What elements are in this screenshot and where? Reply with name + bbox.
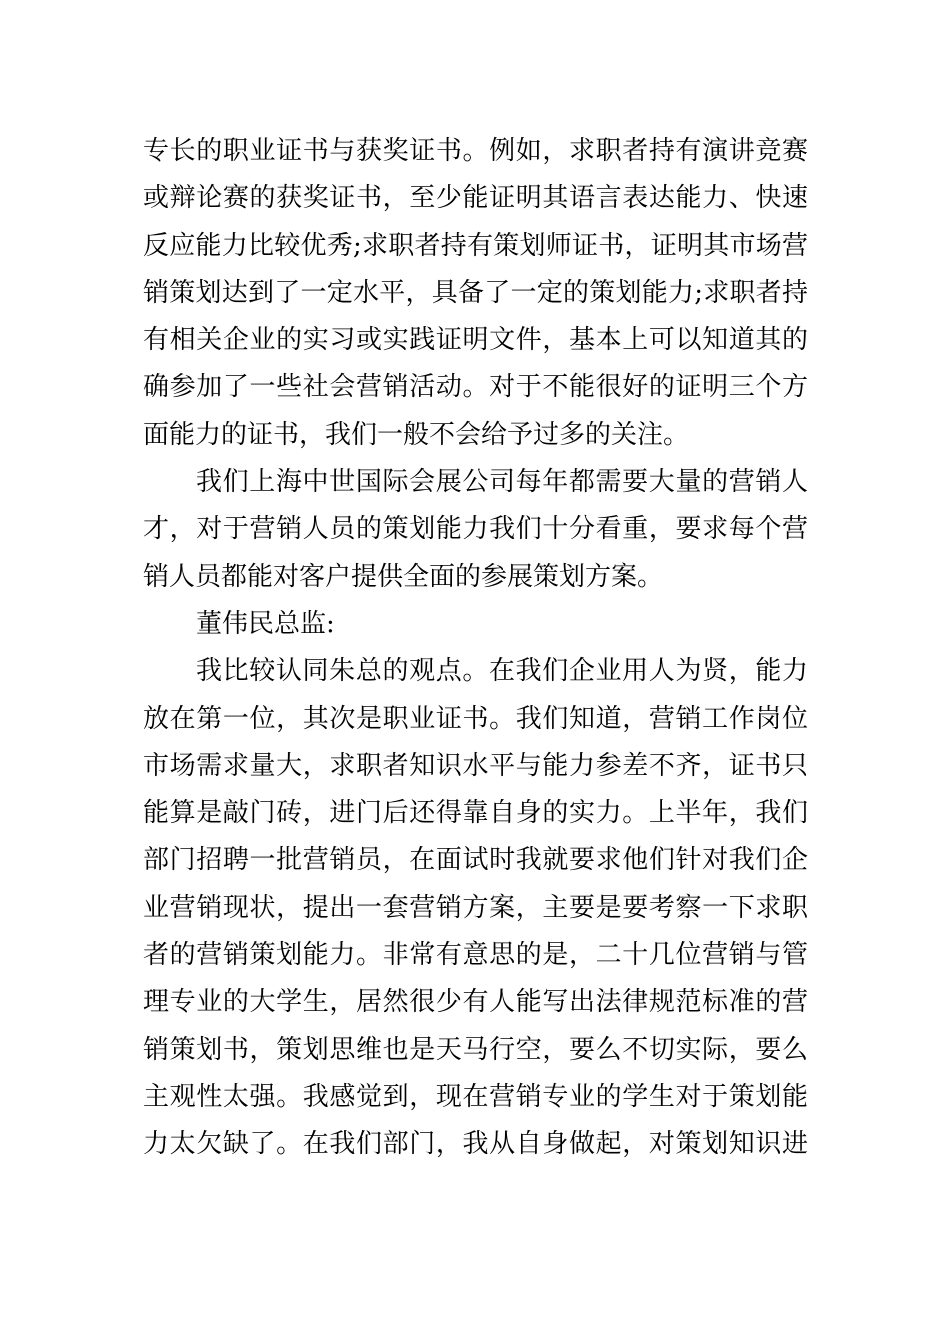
text-line: 力太欠缺了。在我们部门，我从自身做起，对策划知识进 bbox=[143, 1129, 808, 1160]
text-line: 理专业的大学生，居然很少有人能写出法律规范标准的营 bbox=[143, 987, 808, 1018]
speaker-label: 董伟民总监: bbox=[196, 608, 335, 639]
text-line: 或辩论赛的获奖证书，至少能证明其语言表达能力、快速 bbox=[143, 183, 808, 214]
text-line: 业营销现状，提出一套营销方案，主要是要考察一下求职 bbox=[143, 892, 808, 923]
text-line: 能算是敲门砖，进门后还得靠自身的实力。上半年，我们 bbox=[143, 798, 808, 829]
text-line: 我比较认同朱总的观点。在我们企业用人为贤，能力 bbox=[196, 656, 808, 687]
text-line: 销策划书，策划思维也是天马行空，要么不切实际，要么 bbox=[143, 1034, 808, 1065]
text-line: 才，对于营销人员的策划能力我们十分看重，要求每个营 bbox=[143, 514, 808, 545]
body-text bbox=[143, 128, 808, 1169]
text-line: 放在第一位，其次是职业证书。我们知道，营销工作岗位 bbox=[143, 703, 808, 734]
text-line: 面能力的证书，我们一般不会给予过多的关注。 bbox=[143, 419, 690, 450]
text-line: 销策划达到了一定水平，具备了一定的策划能力;求职者持 bbox=[143, 277, 808, 308]
text-line: 销人员都能对客户提供全面的参展策划方案。 bbox=[143, 561, 664, 592]
text-line: 确参加了一些社会营销活动。对于不能很好的证明三个方 bbox=[143, 372, 808, 403]
text-line: 我们上海中世国际会展公司每年都需要大量的营销人 bbox=[196, 467, 808, 498]
text-line: 专长的职业证书与获奖证书。例如，求职者持有演讲竞赛 bbox=[143, 136, 808, 166]
text-line: 有相关企业的实习或实践证明文件，基本上可以知道其的 bbox=[143, 325, 808, 356]
text-line: 主观性太强。我感觉到，现在营销专业的学生对于策划能 bbox=[143, 1081, 808, 1112]
text-line: 反应能力比较优秀;求职者持有策划师证书，证明其市场营 bbox=[143, 230, 808, 261]
text-line: 者的营销策划能力。非常有意思的是，二十几位营销与管 bbox=[143, 940, 808, 971]
text-line: 市场需求量大，求职者知识水平与能力参差不齐，证书只 bbox=[143, 750, 808, 781]
text-line: 部门招聘一批营销员，在面试时我就要求他们针对我们企 bbox=[143, 845, 808, 876]
